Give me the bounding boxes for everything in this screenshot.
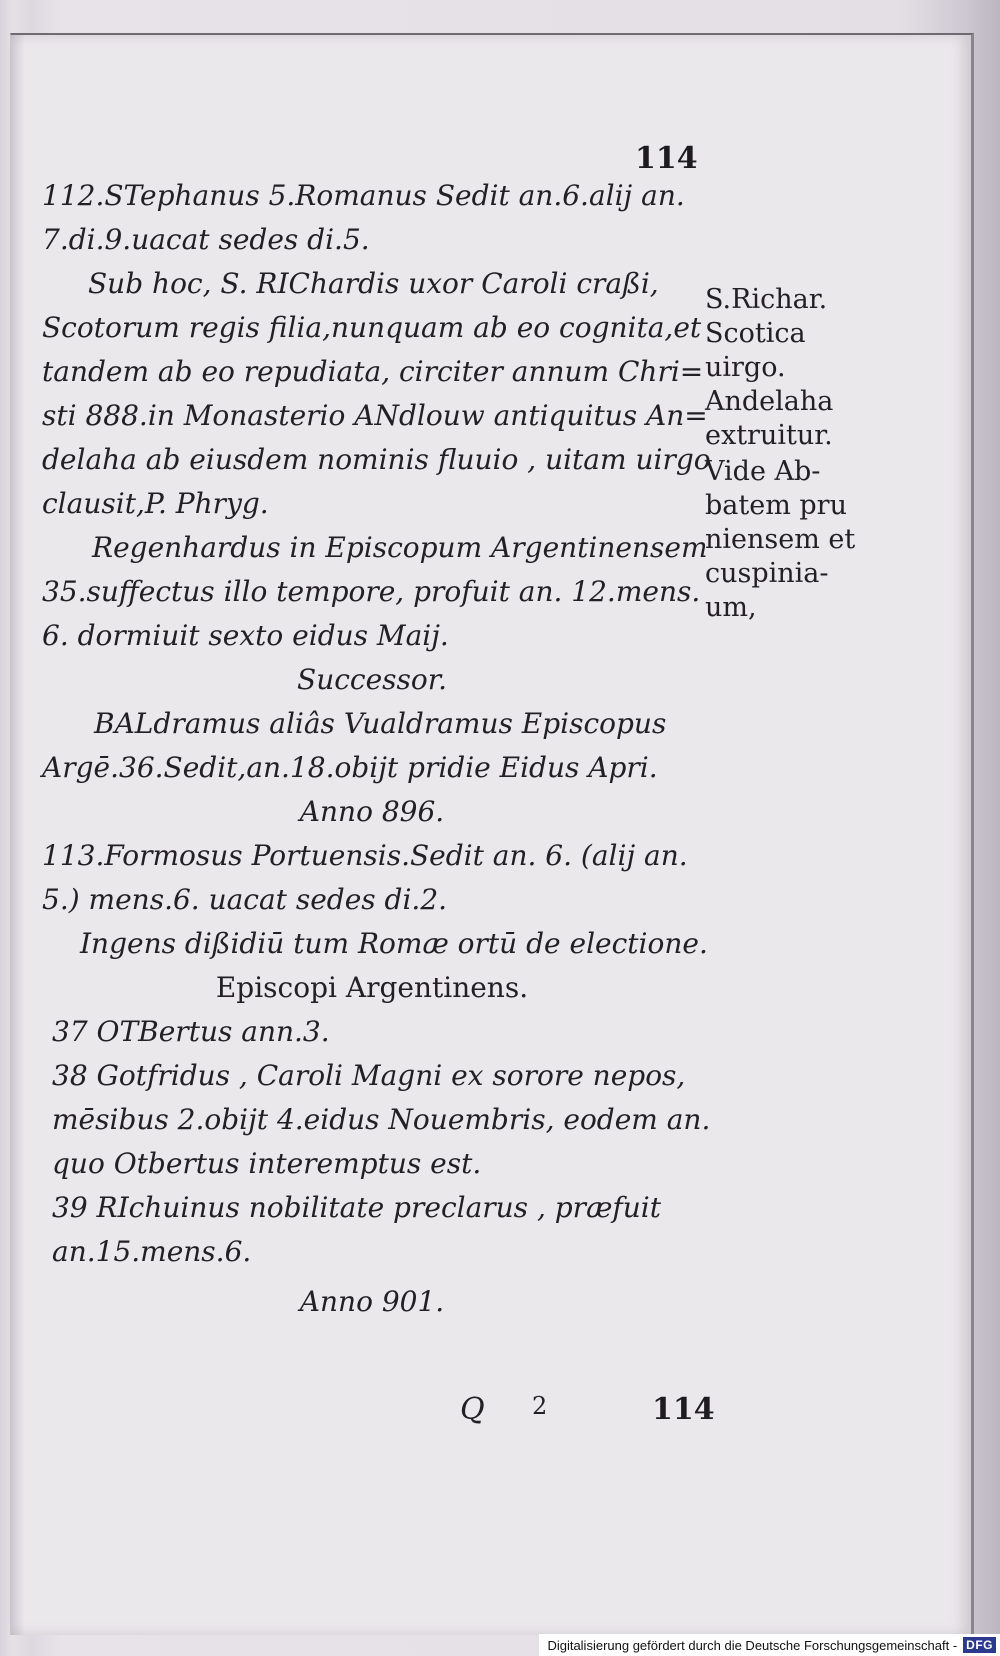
section-heading-successor: Successor. xyxy=(297,663,447,696)
text-line: an.15.mens.6. xyxy=(52,1235,252,1268)
text-line: 113.Formosus Portuensis.Sedit an. 6. (alij an. xyxy=(42,839,688,872)
margin-note: um, xyxy=(705,592,757,623)
folio-number-bottom: 114 xyxy=(652,1392,715,1427)
year-heading: Anno 901. xyxy=(299,1285,445,1318)
year-heading: Anno 896. xyxy=(299,795,445,828)
margin-note: cuspinia- xyxy=(705,558,829,589)
text-line: tandem ab eo repudiata, circiter annum Chri= xyxy=(42,355,704,388)
text-line: Regenhardus in Episcopum Argentinensem xyxy=(92,531,708,564)
stamp-text: Digitalisierung gefördert durch die Deutsche Forschungsgemeinschaft - xyxy=(547,1637,958,1653)
text-line: 112.STephanus 5.Romanus Sedit an.6.alij an. xyxy=(42,179,685,212)
folio-number-top: 114 xyxy=(635,141,698,176)
text-line: Ingens dißidiū tum Romæ ortū de electione. xyxy=(80,927,708,960)
text-line: Scotorum regis filia,nunquam ab eo cognita,et xyxy=(42,311,702,344)
margin-note: Andelaha xyxy=(705,386,834,417)
text-line: 39 RIchuinus nobilitate preclarus , præfuit xyxy=(52,1191,661,1224)
margin-note: batem pru xyxy=(705,490,847,521)
signature-number: 2 xyxy=(532,1392,548,1420)
margin-note: uirgo. xyxy=(705,352,786,383)
margin-note: S.Richar. xyxy=(705,284,828,315)
text-line: delaha ab eiusdem nominis fluuio , uitam uirgo xyxy=(42,443,711,476)
margin-note: Scotica xyxy=(705,318,806,349)
margin-note: Vide Ab- xyxy=(705,456,821,487)
text-line: mēsibus 2.obijt 4.eidus Nouembris, eodem an. xyxy=(52,1103,711,1136)
text-line: quo Otbertus interemptus est. xyxy=(52,1147,482,1180)
text-line: 7.di.9.uacat sedes di.5. xyxy=(42,223,370,256)
text-line: BALdramus aliâs Vualdramus Episcopus xyxy=(94,707,667,740)
text-line: 5.) mens.6. uacat sedes di.2. xyxy=(42,883,448,916)
signature-mark: Q xyxy=(460,1392,485,1427)
dfg-logo-icon: DFG xyxy=(963,1637,996,1653)
section-heading-bishops: Episcopi Argentinens. xyxy=(215,971,529,1004)
margin-note: niensem et xyxy=(705,524,856,555)
text-line: 35.suffectus illo tempore, profuit an. 12.mens. xyxy=(42,575,701,608)
margin-note: extruitur. xyxy=(705,420,833,451)
text-line: Argē.36.Sedit,an.18.obijt pridie Eidus Apri. xyxy=(42,751,658,784)
page-fold-shadow xyxy=(11,35,25,1635)
text-line: Sub hoc, S. RIChardis uxor Caroli craßi, xyxy=(88,267,659,300)
digitization-stamp xyxy=(539,1634,1000,1656)
text-line: 38 Gotfridus , Caroli Magni ex sorore nepos, xyxy=(52,1059,686,1092)
text-line: sti 888.in Monasterio ANdlouw antiquitus An= xyxy=(42,399,708,432)
text-line: 6. dormiuit sexto eidus Maij. xyxy=(42,619,449,652)
text-line: clausit,P. Phryg. xyxy=(42,487,269,520)
text-line: 37 OTBertus ann.3. xyxy=(52,1015,330,1048)
